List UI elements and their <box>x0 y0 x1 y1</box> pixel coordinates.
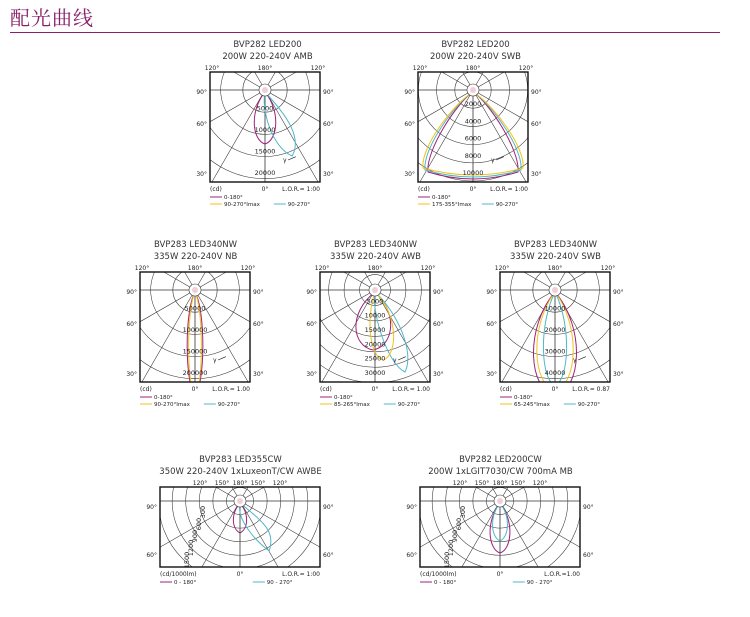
legend-label: 0-180° <box>514 395 533 401</box>
angle-label: 30° <box>126 371 137 378</box>
angle-label: 150° <box>214 480 230 487</box>
angle-label: 120° <box>192 480 208 487</box>
intensity-value: 10000 <box>462 169 484 177</box>
angle-label: 30° <box>306 371 317 378</box>
angle-label: 90° <box>196 89 207 96</box>
intensity-curve-c90_270 <box>264 92 295 156</box>
angle-label: 30° <box>531 171 542 178</box>
angle-label: 180° <box>257 65 273 72</box>
intensity-value: 5000 <box>366 297 384 306</box>
angle-label: 120° <box>532 480 548 487</box>
polar-diagram <box>138 479 342 599</box>
polar-diagram <box>190 64 340 214</box>
legend-label: 90-270° <box>217 402 241 408</box>
angle-line <box>500 501 750 617</box>
angle-label: 60° <box>146 552 157 559</box>
angle-label: 180° <box>187 265 203 272</box>
panel-subtitle: 335W 220-240V AWB <box>330 252 421 262</box>
zero-angle-label: 0° <box>496 571 504 578</box>
intensity-value: 900 <box>451 529 459 543</box>
panel-bvp282-amb <box>190 40 345 235</box>
angle-label: 30° <box>253 371 264 378</box>
angle-label: 90° <box>531 89 542 96</box>
angle-label: 180° <box>232 480 248 487</box>
page-title: 配光曲线 <box>10 6 94 30</box>
polar-diagram <box>478 264 632 414</box>
polar-diagram <box>298 264 452 414</box>
lamp-dot <box>237 498 243 504</box>
angle-label: 60° <box>433 321 444 328</box>
lamp-dot <box>470 87 476 93</box>
intensity-value: 40000 <box>544 369 566 377</box>
unit-label: (cd) <box>320 386 332 393</box>
angle-label: 90° <box>146 504 157 511</box>
zero-angle-label: 0° <box>236 571 244 578</box>
legend-label: 0-180° <box>224 195 243 201</box>
angle-label: 90° <box>583 504 594 511</box>
intensity-value: 10000 <box>364 311 386 320</box>
zero-angle-label: 0° <box>261 186 269 193</box>
angle-label: 120° <box>412 65 428 72</box>
angle-label: 90° <box>613 289 624 296</box>
legend-label: 90 - 270° <box>266 580 293 586</box>
angle-label: 120° <box>420 265 436 272</box>
unit-label: (cd/1000lm) <box>160 571 197 578</box>
gamma-label: γ <box>491 157 495 165</box>
panel-title: BVP282 LED200 <box>441 40 510 50</box>
angle-label: 120° <box>518 65 534 72</box>
intensity-value: 900 <box>191 529 199 543</box>
intensity-value: 5000 <box>256 104 274 113</box>
angle-label: 60° <box>404 121 415 128</box>
lor-label: L.O.R.= 1:00 <box>282 186 320 193</box>
gamma-arrow <box>496 157 504 160</box>
angle-label: 120° <box>134 265 150 272</box>
angle-label: 30° <box>486 371 497 378</box>
lor-label: L.O.R.= 1:00 <box>282 571 320 578</box>
angle-label: 60° <box>583 552 594 559</box>
intensity-value: 200000 <box>182 369 208 377</box>
gamma-label: γ <box>213 357 217 365</box>
intensity-value: 15000 <box>364 326 386 334</box>
intensity-value: 50000 <box>184 304 206 313</box>
angle-label: 60° <box>613 321 624 328</box>
legend-label: 90-270° <box>495 202 519 208</box>
panel-title: BVP282 LED200CW <box>459 455 542 465</box>
intensity-value: 30000 <box>544 347 566 356</box>
lor-label: L.O.R.= 1:00 <box>490 186 528 193</box>
intensity-value: 10000 <box>544 304 566 313</box>
angle-label: 180° <box>492 480 508 487</box>
angle-label: 180° <box>547 265 563 272</box>
legend-label: 90-270° <box>577 402 601 408</box>
intensity-value: 1200 <box>187 539 195 557</box>
polar-diagram <box>398 64 548 214</box>
legend-label: 0 - 180° <box>434 580 457 586</box>
panel-bvp283-awb <box>298 240 453 435</box>
polar-diagram <box>398 479 602 599</box>
angle-label: 90° <box>404 89 415 96</box>
gamma-arrow <box>218 357 226 360</box>
angle-label: 60° <box>253 321 264 328</box>
intensity-value: 600 <box>195 517 203 531</box>
lamp-dot <box>552 287 558 293</box>
legend-label: 0-180° <box>154 395 173 401</box>
intensity-value: 25000 <box>364 354 386 363</box>
intensity-value: 20000 <box>364 340 386 349</box>
angle-label: 150° <box>250 480 266 487</box>
angle-label: 90° <box>323 504 334 511</box>
angle-label: 180° <box>465 65 481 72</box>
lor-label: L.O.R.= 0.87 <box>572 386 610 393</box>
angle-label: 60° <box>126 321 137 328</box>
angle-label: 120° <box>452 480 468 487</box>
intensity-value: 300 <box>199 505 207 519</box>
legend-label: 0-180° <box>432 195 451 201</box>
panel-subtitle: 200W 220-240V AMB <box>222 52 313 62</box>
angle-label: 90° <box>406 504 417 511</box>
angle-label: 150° <box>510 480 526 487</box>
gamma-arrow <box>398 357 406 360</box>
lor-label: L.O.R.=1.00 <box>544 571 580 578</box>
intensity-value: 100000 <box>182 326 208 334</box>
intensity-value: 600 <box>455 517 463 531</box>
panel-bvp282-swb <box>398 40 553 235</box>
angle-label: 60° <box>323 552 334 559</box>
intensity-value: 1500 <box>183 551 191 569</box>
angle-label: 120° <box>494 265 510 272</box>
angle-label: 120° <box>310 65 326 72</box>
angle-label: 60° <box>306 321 317 328</box>
angle-label: 60° <box>323 121 334 128</box>
legend-label: 90-270° <box>287 202 311 208</box>
unit-label: (cd) <box>140 386 152 393</box>
panel-title: BVP283 LED340NW <box>153 240 238 250</box>
intensity-value: 6000 <box>464 134 482 143</box>
panel-bvp282-mb <box>398 455 603 615</box>
lamp-dot <box>192 287 198 293</box>
angle-label: 60° <box>406 552 417 559</box>
panel-bvp283-nb <box>118 240 273 435</box>
angle-label: 30° <box>323 171 334 178</box>
angle-label: 150° <box>474 480 490 487</box>
lor-label: L.O.R.= 1.00 <box>212 386 250 393</box>
unit-label: (cd/1000lm) <box>420 571 457 578</box>
zero-angle-label: 0° <box>191 386 199 393</box>
gamma-arrow <box>578 357 586 360</box>
panel-title: BVP282 LED200 <box>233 40 302 50</box>
angle-label: 120° <box>240 265 256 272</box>
zero-angle-label: 0° <box>551 386 559 393</box>
intensity-value: 8000 <box>464 151 482 160</box>
legend-label: 175-355°Imax <box>432 202 472 208</box>
panel-subtitle: 350W 220-240V 1xLuxeonT/CW AWBE <box>159 467 322 477</box>
gamma-arrow <box>288 157 296 160</box>
panel-subtitle: 200W 220-240V SWB <box>430 52 521 62</box>
legend-label: 90-270°Imax <box>154 402 190 408</box>
zero-angle-label: 0° <box>371 386 379 393</box>
angle-label: 30° <box>404 171 415 178</box>
angle-label: 90° <box>253 289 264 296</box>
angle-label: 120° <box>314 265 330 272</box>
angle-label: 60° <box>486 321 497 328</box>
intensity-value: 10000 <box>254 126 276 134</box>
angle-label: 90° <box>126 289 137 296</box>
intensity-value: 300 <box>459 505 467 519</box>
legend-label: 0 - 180° <box>174 580 197 586</box>
intensity-value: 20000 <box>544 326 566 334</box>
gamma-label: γ <box>573 357 577 365</box>
legend-label: 0-180° <box>334 395 353 401</box>
angle-label: 60° <box>531 121 542 128</box>
intensity-value: 30000 <box>364 369 386 377</box>
legend-label: 90 - 270° <box>526 580 553 586</box>
intensity-value: 2000 <box>464 100 482 109</box>
angle-label: 30° <box>196 171 207 178</box>
legend-label: 90-270°Imax <box>224 202 260 208</box>
panel-title: BVP283 LED340NW <box>333 240 418 250</box>
panel-subtitle: 335W 220-240V NB <box>153 252 238 262</box>
angle-label: 90° <box>486 289 497 296</box>
lamp-dot <box>372 287 378 293</box>
zero-angle-label: 0° <box>469 186 477 193</box>
intensity-value: 1500 <box>443 551 451 569</box>
angle-label: 90° <box>323 89 334 96</box>
angle-label: 90° <box>433 289 444 296</box>
panel-subtitle: 200W 1xLGIT7030/CW 700mA MB <box>428 467 573 477</box>
lor-label: L.O.R.= 1.00 <box>392 386 430 393</box>
legend-label: 90-270° <box>397 402 421 408</box>
unit-label: (cd) <box>210 186 222 193</box>
panel-bvp283-awbe <box>138 455 343 615</box>
angle-label: 90° <box>306 289 317 296</box>
intensity-value: 15000 <box>254 147 276 156</box>
panel-subtitle: 335W 220-240V SWB <box>510 252 601 262</box>
intensity-value: 4000 <box>464 117 482 126</box>
panel-bvp283-swb <box>478 240 633 435</box>
panel-title: BVP283 LED355CW <box>199 455 282 465</box>
polar-diagram <box>118 264 272 414</box>
intensity-value: 150000 <box>182 347 208 356</box>
gamma-label: γ <box>393 357 397 365</box>
gamma-label: γ <box>283 157 287 165</box>
unit-label: (cd) <box>500 386 512 393</box>
unit-label: (cd) <box>418 186 430 193</box>
intensity-value: 1200 <box>447 539 455 557</box>
angle-label: 30° <box>613 371 624 378</box>
legend-label: 85-265°Imax <box>334 402 370 408</box>
legend-label: 65-245°Imax <box>514 402 550 408</box>
angle-label: 120° <box>272 480 288 487</box>
angle-label: 120° <box>600 265 616 272</box>
intensity-value: 20000 <box>254 169 276 177</box>
lamp-dot <box>497 498 503 504</box>
angle-label: 30° <box>433 371 444 378</box>
panel-title: BVP283 LED340NW <box>513 240 598 250</box>
title-rule <box>10 32 720 33</box>
lamp-dot <box>262 87 268 93</box>
angle-label: 180° <box>367 265 383 272</box>
angle-label: 60° <box>196 121 207 128</box>
angle-label: 120° <box>204 65 220 72</box>
